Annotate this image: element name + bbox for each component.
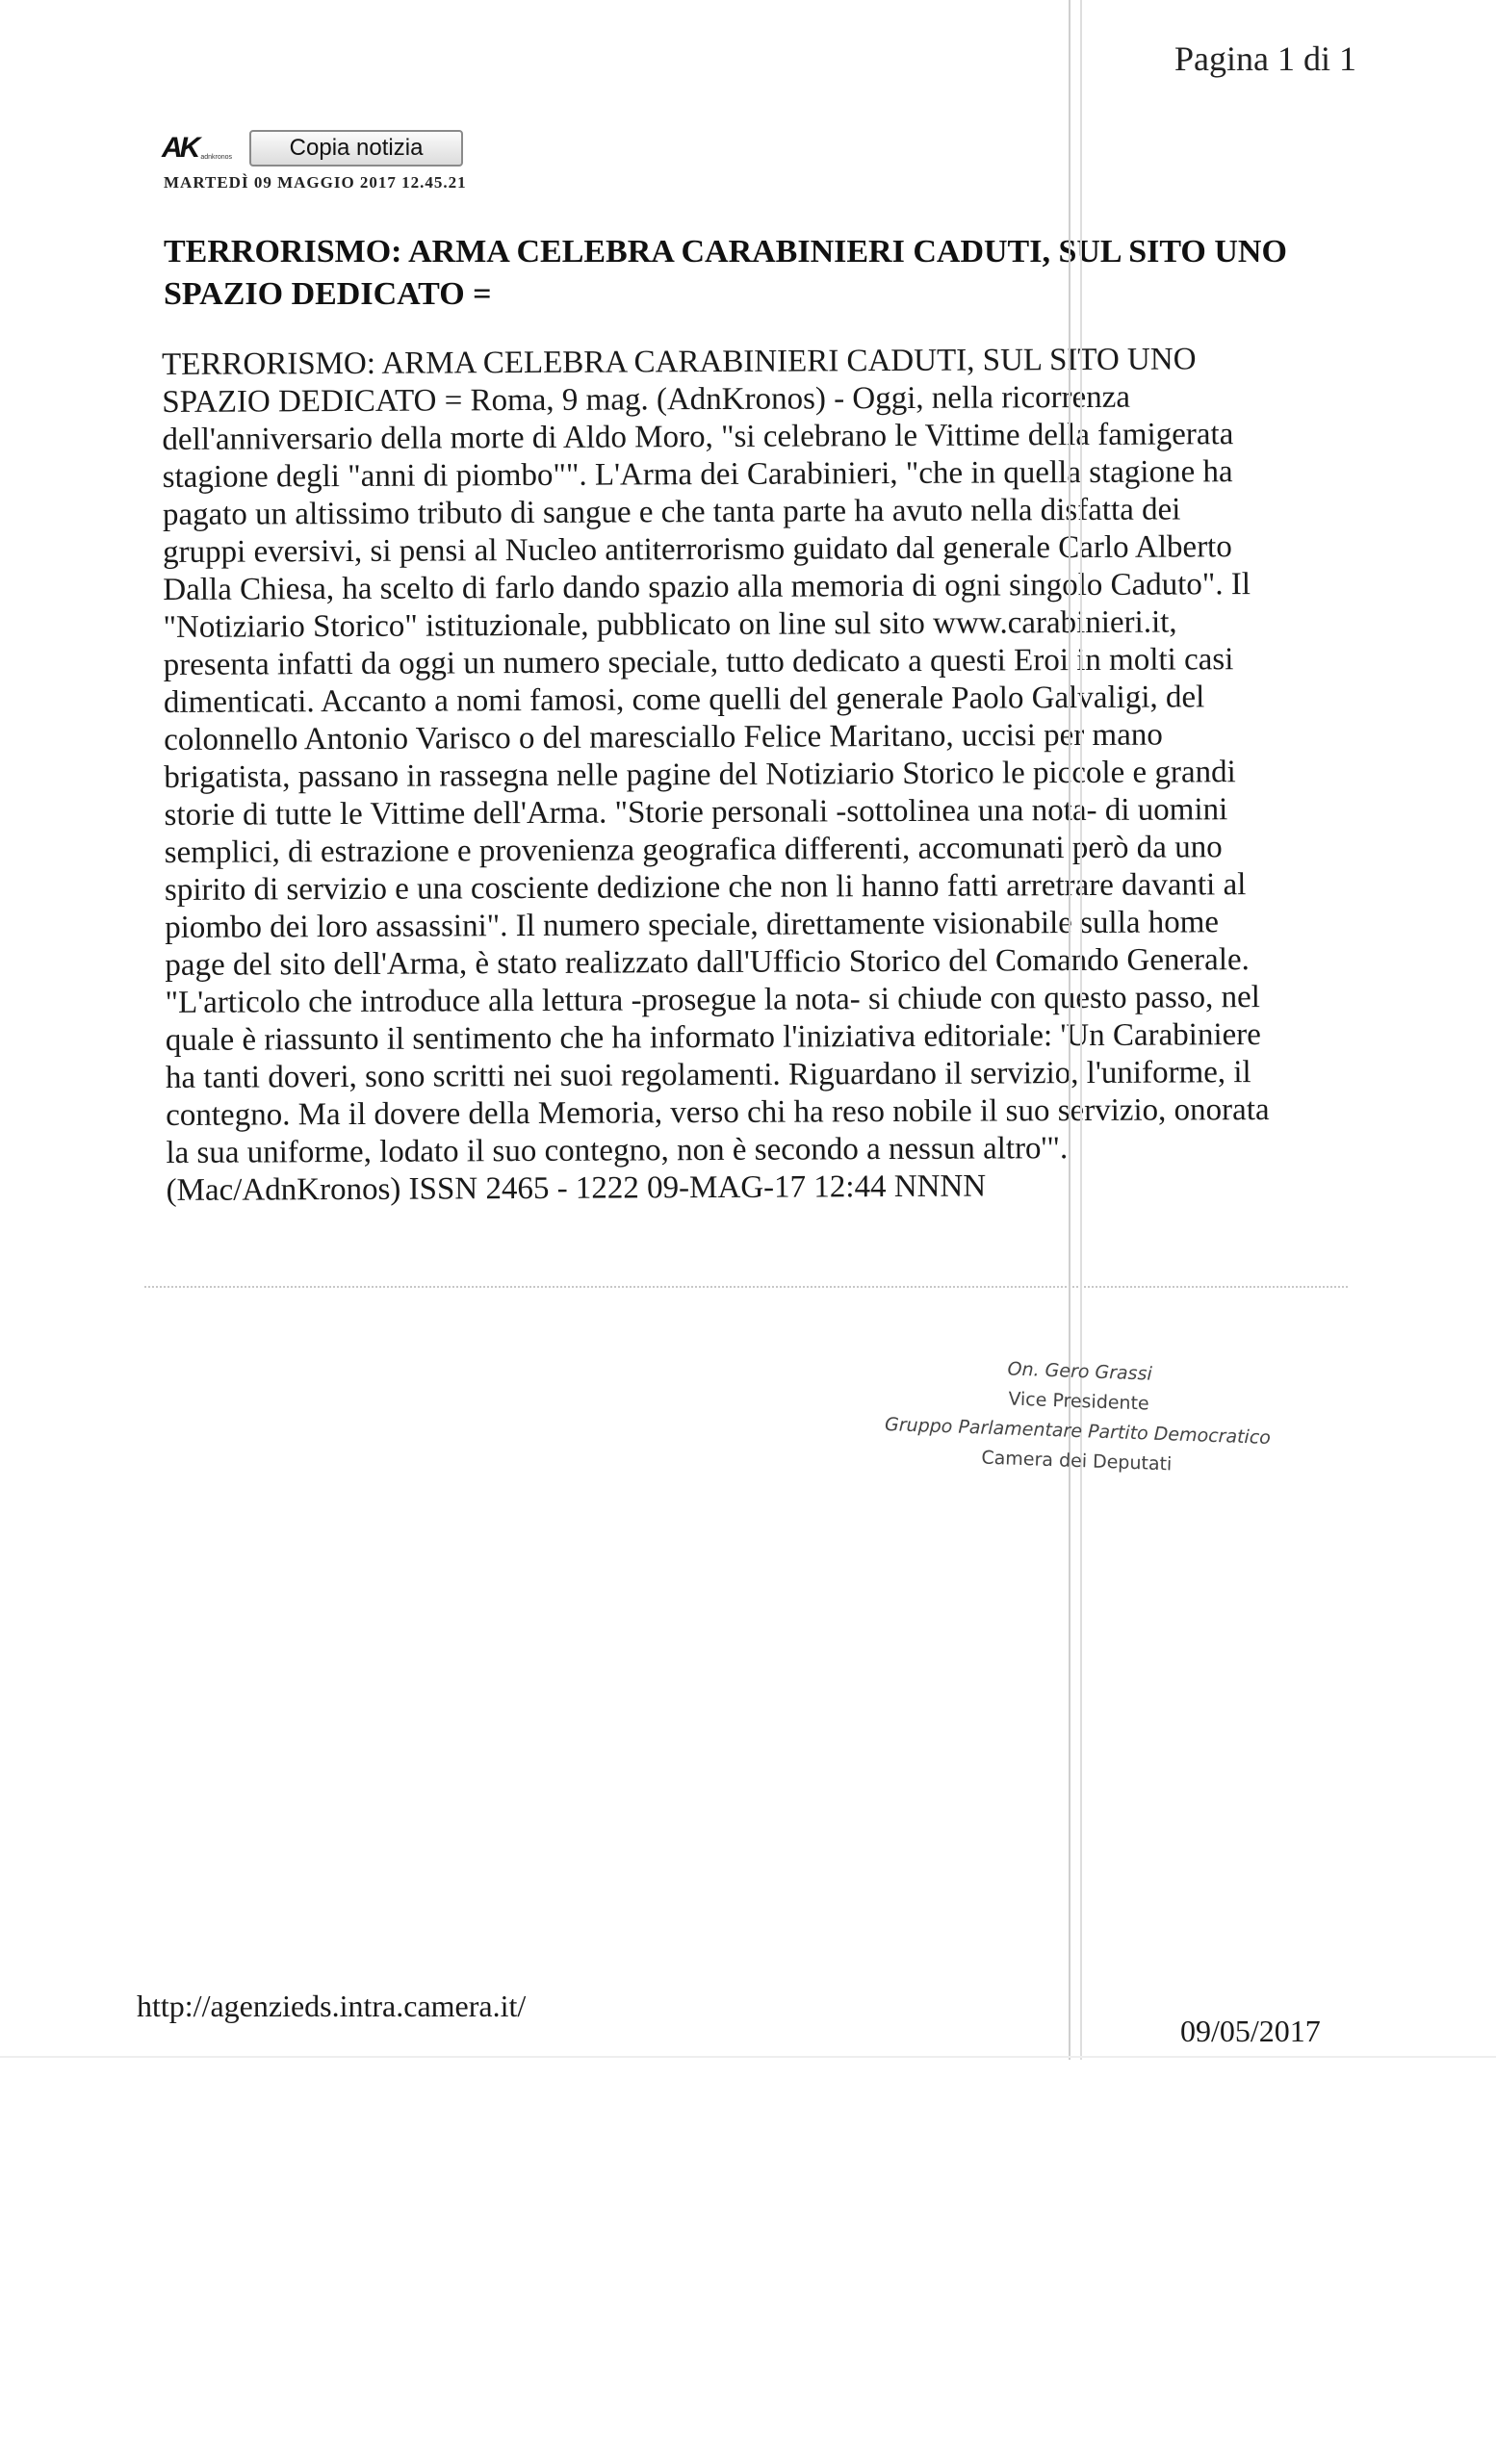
copy-news-button[interactable]: Copia notizia: [249, 130, 463, 167]
scan-edge: [0, 2056, 1496, 2058]
logo-text: adnkronos: [200, 154, 233, 161]
news-header: [162, 127, 463, 169]
stamp-name: On. Gero Grassi: [1007, 1358, 1153, 1385]
logo-mark: AK: [162, 132, 198, 164]
stamp-role: Vice Presidente: [1008, 1388, 1150, 1415]
footer-url: http://agenzieds.intra.camera.it/: [137, 1989, 527, 2023]
stamp-chamber: Camera dei Deputati: [981, 1447, 1173, 1476]
page-counter: Pagina 1 di 1: [1174, 39, 1356, 78]
scan-fold-line: [1069, 0, 1082, 2060]
footer-date: 09/05/2017: [1180, 2014, 1321, 2048]
stamp-group: Gruppo Parlamentare Partito Democratico: [884, 1414, 1272, 1449]
dateline: MARTEDÌ 09 MAGGIO 2017 12.45.21: [164, 173, 467, 192]
adnkronos-logo: [162, 134, 232, 163]
article-body: TERRORISMO: ARMA CELEBRA CARABINIERI CADUTI, SUL SITO UNO SPAZIO DEDICATO = Roma, 9 mag. (AdnKronos) - Oggi, nella ricorrenza dell'anniversario della morte di Aldo Moro, "si celebrano le Vittime della famigerata stagione degli "anni di piombo"". L'Arma dei Carabinieri, "che in quella stagione ha pagato un altissimo tributo di sangue e che tanta parte ha avuto nella disfatta dei gruppi eversivi, si pensi al Nucleo antiterrorismo guidato dal generale Carlo Alberto Dalla Chiesa, ha scelto di farlo dando spazio alla memoria di ogni singolo Caduto". Il "Notiziario Storico" istituzionale, pubblicato on line sul sito www.carabinieri.it, presenta infatti da oggi un numero speciale, tutto dedicato a questi Eroi in molti casi dimenticati. Accanto a nomi famosi, come quelli del generale Paolo Galvaligi, del colonnello Antonio Varisco o del maresciallo Felice Maritano, uccisi per mano brigatista, passano in rassegna nelle pagine del Notiziario Storico le piccole e grandi storie di tutte le Vittime dell'Arma. "Storie personali -sottolinea una nota- di uomini semplici, di estrazione e provenienza geografica differenti, accomunati però da uno spirito di servizio e una cosciente dedizione che non li hanno fatti arretrare davanti al piombo dei loro assassini". Il numero speciale, direttamente visionabile sulla home page del sito dell'Arma, è stato realizzato dall'Ufficio Storico del Comando Generale. "L'articolo che introduce alla lettura -prosegue la nota- si chiude con questo passo, nel quale è riassunto il sentimento che ha informato l'iniziativa editoriale: 'Un Carabiniere ha tanti doveri, sono scritti nei suoi regolamenti. Riguardano il servizio, l'uniforme, il contegno. Ma il dovere della Memoria, verso chi ha reso nobile il suo servizio, onorata la sua uniforme, lodato il suo contegno, non è secondo a nessun altro'". (Mac/AdnKronos) ISSN 2465 - 1222 09-MAG-17 12:44 NNNN: [162, 342, 1270, 1208]
signature-stamp: [864, 1349, 1292, 1483]
separator: [144, 1286, 1348, 1288]
headline: TERRORISMO: ARMA CELEBRA CARABINIERI CADUTI, SUL SITO UNO SPAZIO DEDICATO =: [164, 234, 1287, 312]
